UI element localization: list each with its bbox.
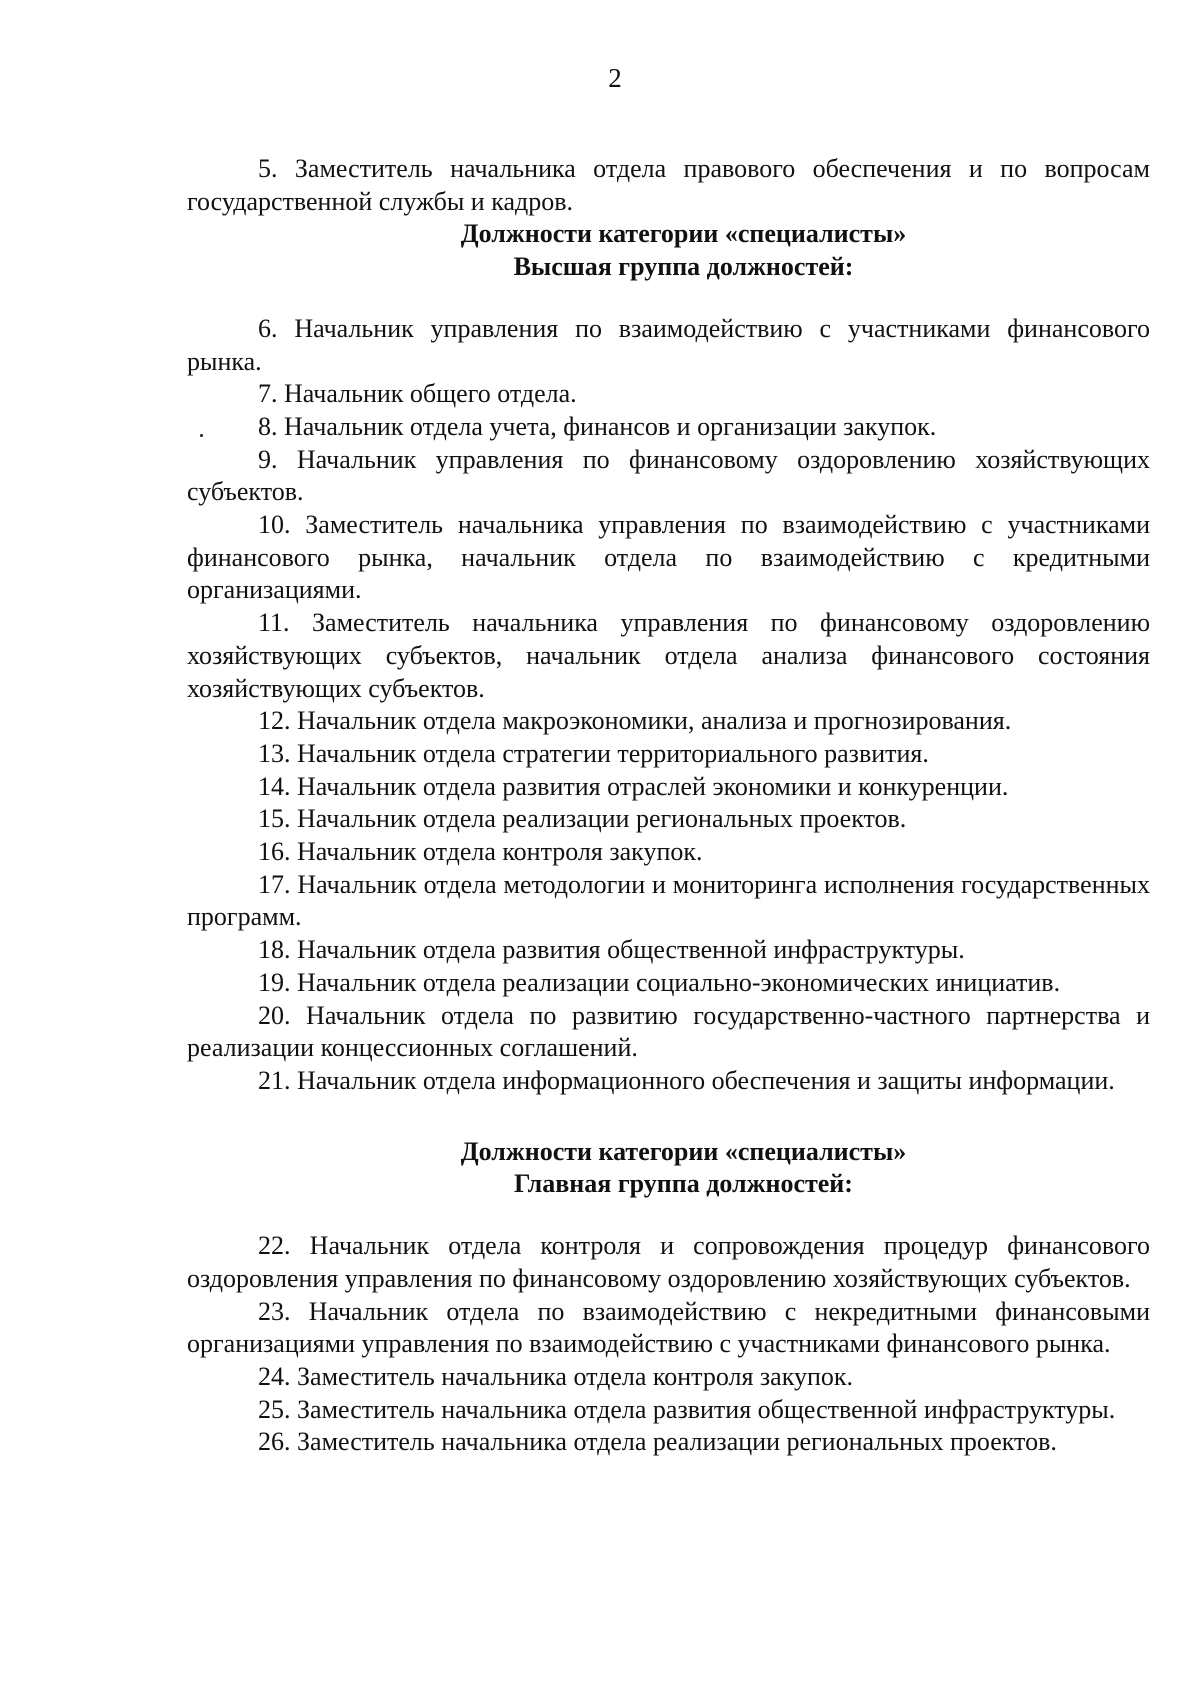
list-item: 18. Начальник отдела развития общественной инфраструктуры.	[258, 935, 965, 965]
list-item: 11. Заместитель начальника управления по финансовому оздоровлению хозяйствующих субъектов, начальник отдела анализа финансового состояния хозяйствующих субъектов.	[187, 608, 1150, 703]
list-item: 10. Заместитель начальника управления по взаимодействию с участниками финансового рынка, начальник отдела по взаимодействию с кредитными организациями.	[187, 510, 1150, 605]
section-heading-category: Должности категории «специалисты»	[460, 1136, 907, 1166]
list-item: 22. Начальник отдела контроля и сопровождения процедур финансового оздоровления управления по финансовому оздоровлению хозяйствующих субъектов.	[187, 1231, 1150, 1293]
list-item: 9. Начальник управления по финансовому оздоровлению хозяйствующих субъектов.	[187, 444, 1150, 507]
section-heading-group: Высшая группа должностей:	[513, 252, 854, 282]
list-item: 19. Начальник отдела реализации социально-экономических инициатив.	[258, 967, 1061, 997]
list-item: 17. Начальник отдела методологии и мониторинга исполнения государственных программ.	[187, 869, 1150, 932]
list-item: 8. Начальник отдела учета, финансов и организации закупок.	[258, 411, 937, 441]
list-item: 6. Начальник управления по взаимодействию с участниками финансового рынка.	[187, 313, 1150, 376]
list-item: 16. Начальник отдела контроля закупок.	[258, 837, 703, 867]
list-item: 21. Начальник отдела информационного обеспечения и защиты информации.	[258, 1065, 1115, 1095]
section-heading-group: Главная группа должностей:	[514, 1169, 853, 1199]
page-number: 2	[608, 63, 622, 93]
list-item: 7. Начальник общего отдела.	[258, 379, 577, 409]
section-heading-category: Должности категории «специалисты»	[460, 219, 907, 249]
list-item: 20. Начальник отдела по развитию государственно-частного партнерства и реализации концессионных соглашений.	[187, 1000, 1150, 1063]
list-item: 24. Заместитель начальника отдела контроля закупок.	[258, 1361, 854, 1391]
list-item: 13. Начальник отдела стратегии территориального развития.	[258, 738, 929, 768]
list-item: 26. Заместитель начальника отдела реализации региональных проектов.	[258, 1427, 1057, 1457]
list-item: 25. Заместитель начальника отдела развития общественной инфраструктуры.	[258, 1394, 1116, 1424]
list-item: 23. Начальник отдела по взаимодействию с некредитными финансовыми организациями управления по взаимодействию с участниками финансового рынка.	[187, 1296, 1150, 1359]
document-body	[187, 153, 1150, 1459]
list-item: 14. Начальник отдела развития отраслей экономики и конкуренции.	[258, 771, 1009, 801]
list-item: 15. Начальник отдела реализации региональных проектов.	[258, 804, 907, 834]
list-item: 5. Заместитель начальника отдела правового обеспечения и по вопросам государственной службы и кадров.	[187, 154, 1150, 216]
list-item: 12. Начальник отдела макроэкономики, анализа и прогнозирования.	[258, 706, 1012, 736]
